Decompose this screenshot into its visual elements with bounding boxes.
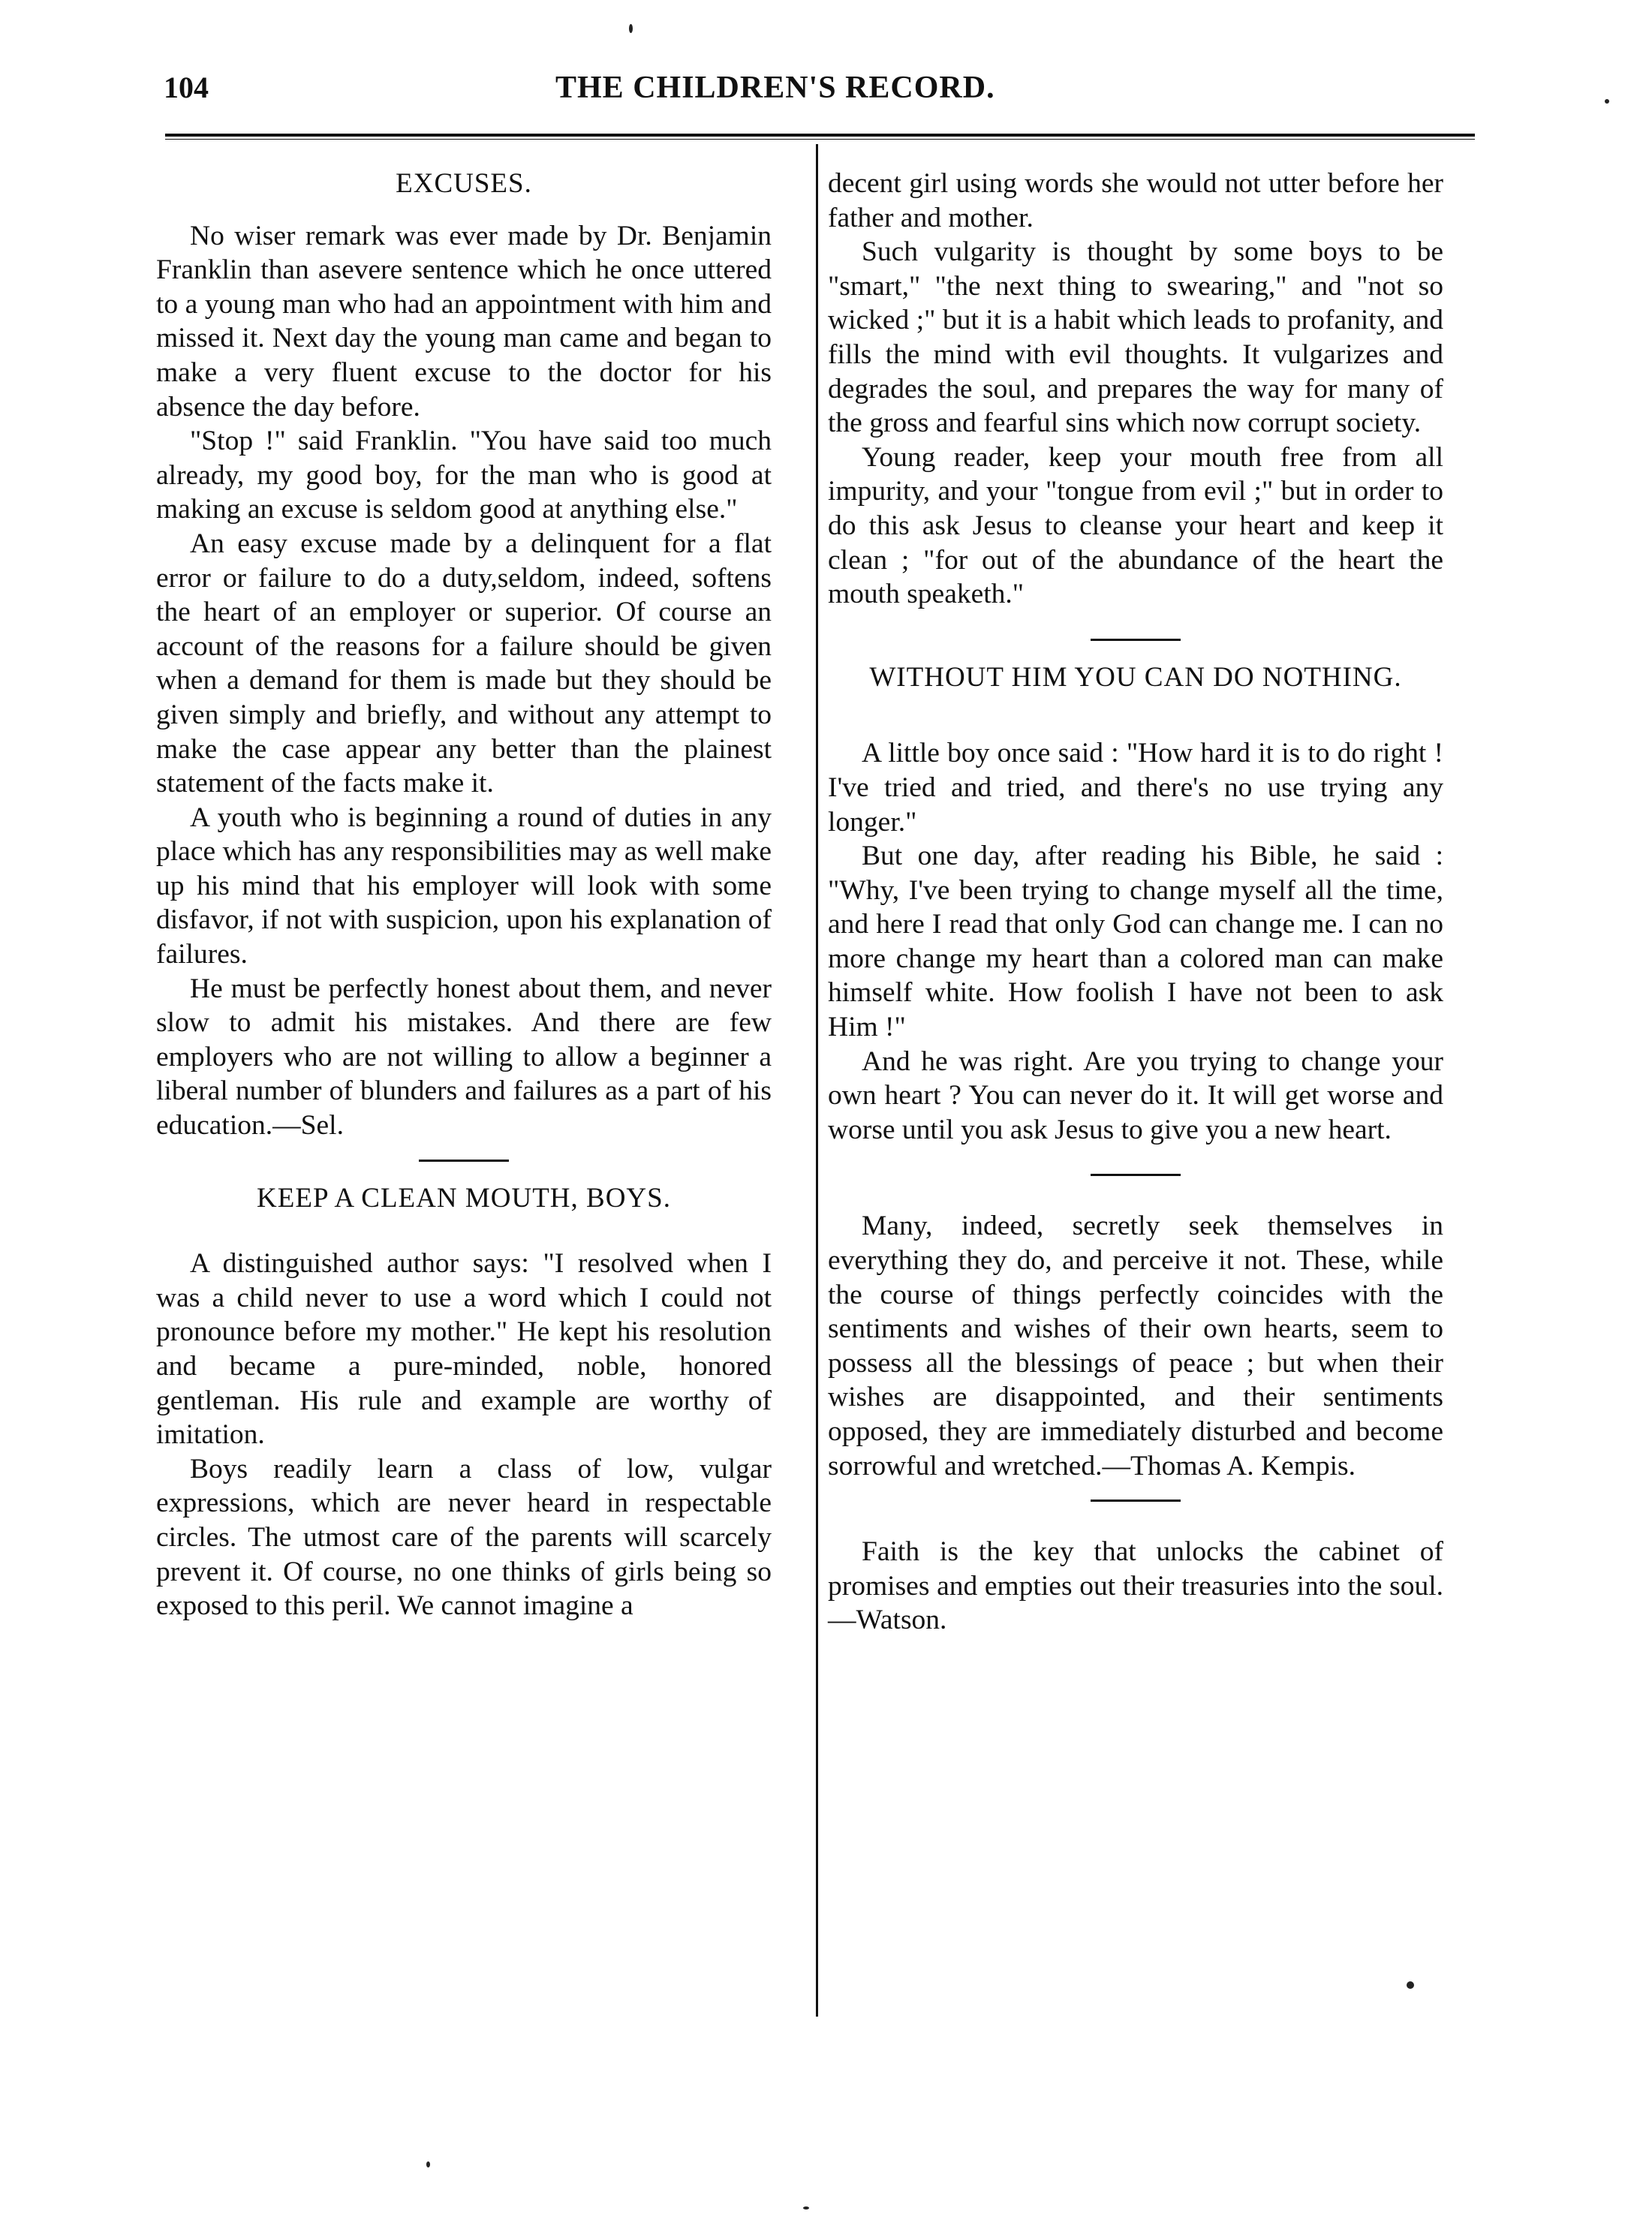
article-paragraph: No wiser remark was ever made by Dr. Benjamin Franklin than asevere sentence which he once uttered to a young man who had an appointment with him and missed it. Next day the young man came and began to make a very fluent excuse to the doctor for his absence the day before. — [156, 220, 772, 423]
left-column — [156, 167, 772, 1623]
print-speck — [426, 2161, 430, 2167]
print-speck — [803, 2206, 809, 2209]
print-speck — [1605, 99, 1609, 104]
article-paragraph: A distinguished author says: "I resolved when I was a child never to use a word which I could not pronounce before my mother." He kept his resolution and became a pure-minded, noble, honored gentleman. His rule and example are worthy of imitation. — [156, 1248, 772, 1451]
article-paragraph: But one day, after reading his Bible, he said : "Why, I've been trying to change myself all the time, and here I read that only God can change me. I can no more change my heart than a colored man can make himself white. How foolish I have not been to ask Him !" — [828, 841, 1443, 1043]
article-kempis-quote — [828, 1196, 1443, 1483]
article-excuses — [156, 167, 772, 1143]
column-rule — [816, 144, 818, 2017]
page-number: 104 — [164, 71, 209, 104]
article-paragraph: An easy excuse made by a delinquent for a flat error or failure to do a duty,seldom, indeed, softens the heart of an employer or superior. Of course an account of the reasons for a failure should be given when a demand for them is made but they should be given simply and briefly, and without any attempt to make the case appear any better than the plainest statement of the facts make it. — [156, 528, 772, 799]
article-keep-a-clean-mouth-continued — [828, 167, 1443, 612]
article-paragraph: Faith is the key that unlocks the cabinet of promises and empties out their treasuries into the soul.—Watson. — [828, 1536, 1443, 1636]
section-divider — [1091, 1174, 1181, 1176]
header-rule — [165, 134, 1475, 140]
article-paragraph: Many, indeed, secretly seek themselves in everything they do, and perceive it not. These, while the course of things perfectly coincides with the sentiments and wishes of their own hearts, seem to possess all the blessings of peace ; but when their wishes are disappointed, and their sentiments opposed, they are immediately disturbed and become sorrowful and wretched.—Thomas A. Kempis. — [828, 1211, 1443, 1481]
article-paragraph: Boys readily learn a class of low, vulgar expressions, which are never heard in respectable circles. The utmost care of the parents will scarcely prevent it. Of course, no one thinks of girls being so exposed to this peril. We cannot imagine a — [156, 1453, 772, 1622]
article-paragraph: Young reader, keep your mouth free from all impurity, and your "tongue from evil ;" but in order to do this ask Jesus to cleanse your heart and keep it clean ; "for out of the abundance of the heart the mouth speaketh." — [828, 441, 1443, 610]
page-header — [150, 64, 1479, 116]
right-column — [828, 167, 1443, 1638]
article-paragraph: And he was right. Are you trying to change your own heart ? You can never do it. It will get worse and worse until you ask Jesus to give you a new heart. — [828, 1045, 1443, 1145]
article-without-him — [828, 660, 1443, 1148]
article-title: WITHOUT HIM YOU CAN DO NOTHING. — [869, 661, 1402, 693]
article-keep-a-clean-mouth — [156, 1181, 772, 1623]
article-paragraph: "Stop !" said Franklin. "You have said too much already, my good boy, for the man who is good at making an excuse is seldom good at anything else." — [156, 426, 772, 525]
article-paragraph: He must be perfectly honest about them, and never slow to admit his mistakes. And there are few employers who are not willing to allow a beginner a liberal number of blunders and failures as a part of his education.—Sel. — [156, 973, 772, 1142]
print-speck — [1407, 1981, 1414, 1989]
print-speck — [629, 24, 633, 33]
article-title: EXCUSES. — [396, 168, 532, 199]
article-paragraph: Such vulgarity is thought by some boys to be "smart," "the next thing to swearing," and "not so wicked ;" but it is a habit which leads to profanity, and fills the mind with evil thoughts. It vulgarizes and degrades the soul, and prepares the way for many of the gross and fearful sins which now corrupt society. — [828, 236, 1443, 439]
article-title: KEEP A CLEAN MOUTH, BOYS. — [257, 1182, 671, 1214]
section-divider — [1091, 639, 1181, 641]
article-paragraph: A youth who is beginning a round of duties in any place which has any responsibilities may as well make up his mind that his employer will look with some disfavor, if not with suspicion, upon his explanation of failures. — [156, 802, 772, 970]
section-divider — [419, 1160, 509, 1162]
section-divider — [1091, 1500, 1181, 1502]
article-paragraph: decent girl using words she would not utter before her father and mother. — [828, 168, 1443, 233]
article-watson-quote — [828, 1521, 1443, 1638]
article-paragraph: A little boy once said : "How hard it is to do right ! I've tried and tried, and there's no use trying any longer." — [828, 738, 1443, 838]
running-title: THE CHILDREN'S RECORD. — [555, 71, 995, 105]
